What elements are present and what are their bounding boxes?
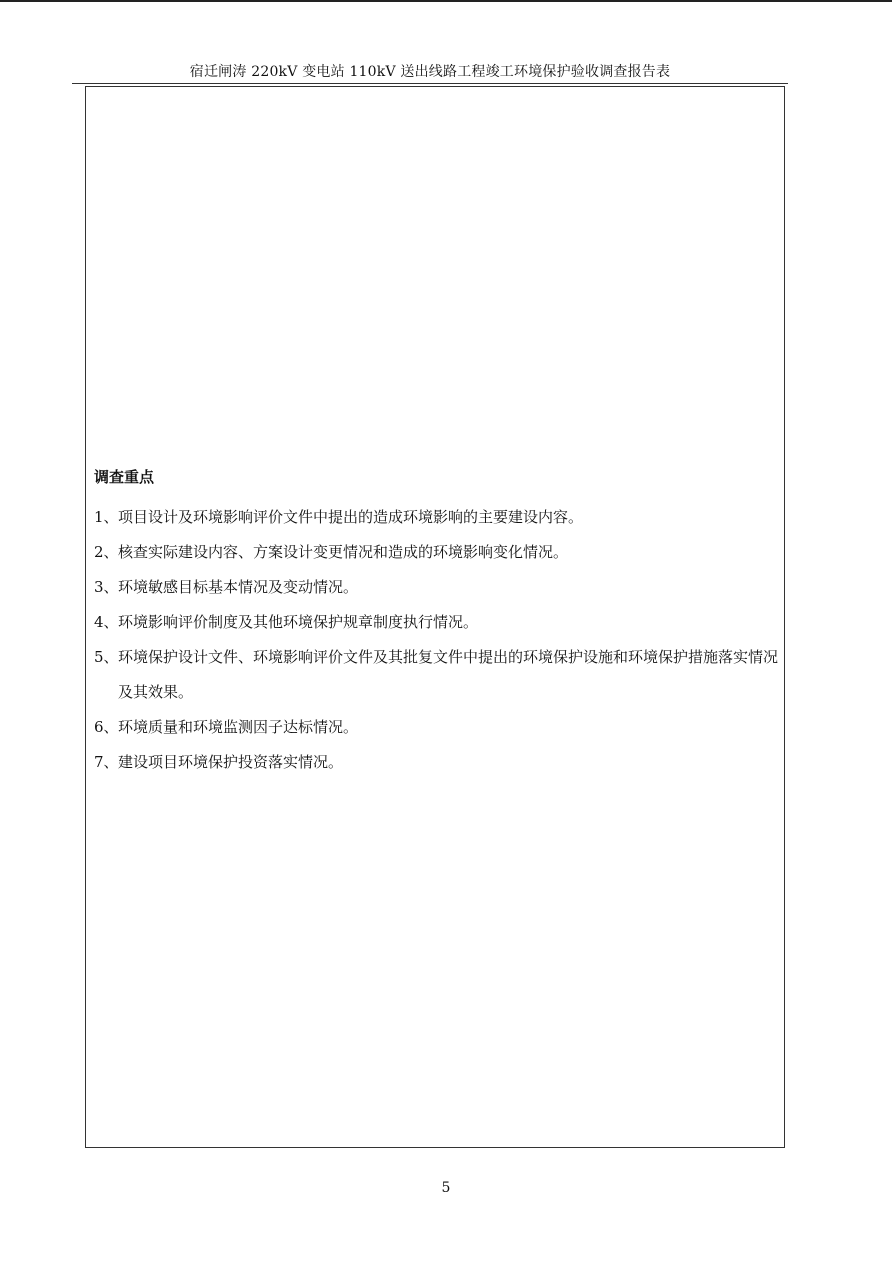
list-item-text: 项目设计及环境影响评价文件中提出的造成环境影响的主要建设内容。: [118, 508, 584, 526]
list-item-number: 3、: [94, 578, 119, 596]
list-item: [94, 640, 784, 710]
list-item-text: 环境保护设计文件、环境影响评价文件及其批复文件中提出的环境保护设施和环境保护措施落实情况及其效果。: [118, 648, 779, 701]
list-item: [94, 710, 784, 745]
survey-focus-list: [94, 500, 784, 780]
list-item-text: 建设项目环境保护投资落实情况。: [118, 753, 344, 771]
list-item-number: 6、: [94, 718, 119, 736]
list-item: [94, 745, 784, 780]
list-item: [94, 570, 784, 605]
top-border-line: [0, 0, 892, 2]
list-item-number: 7、: [94, 753, 119, 771]
list-item-number: 5、: [94, 648, 119, 666]
list-item: [94, 535, 784, 570]
header-divider: [72, 83, 788, 84]
list-item: [94, 605, 784, 640]
section-heading: 调查重点: [94, 468, 155, 486]
list-item-text: 环境质量和环境监测因子达标情况。: [118, 718, 359, 736]
page-number: 5: [441, 1180, 451, 1196]
list-item-text: 环境敏感目标基本情况及变动情况。: [118, 578, 359, 596]
list-item-text: 核查实际建设内容、方案设计变更情况和造成的环境影响变化情况。: [118, 543, 569, 561]
list-item-number: 1、: [94, 508, 119, 526]
list-item-number: 4、: [94, 613, 119, 631]
list-item: [94, 500, 784, 535]
list-item-text: 环境影响评价制度及其他环境保护规章制度执行情况。: [118, 613, 479, 631]
document-header-title: 宿迁闸涛 220kV 变电站 110kV 送出线路工程竣工环境保护验收调查报告表: [189, 64, 671, 80]
list-item-number: 2、: [94, 543, 119, 561]
